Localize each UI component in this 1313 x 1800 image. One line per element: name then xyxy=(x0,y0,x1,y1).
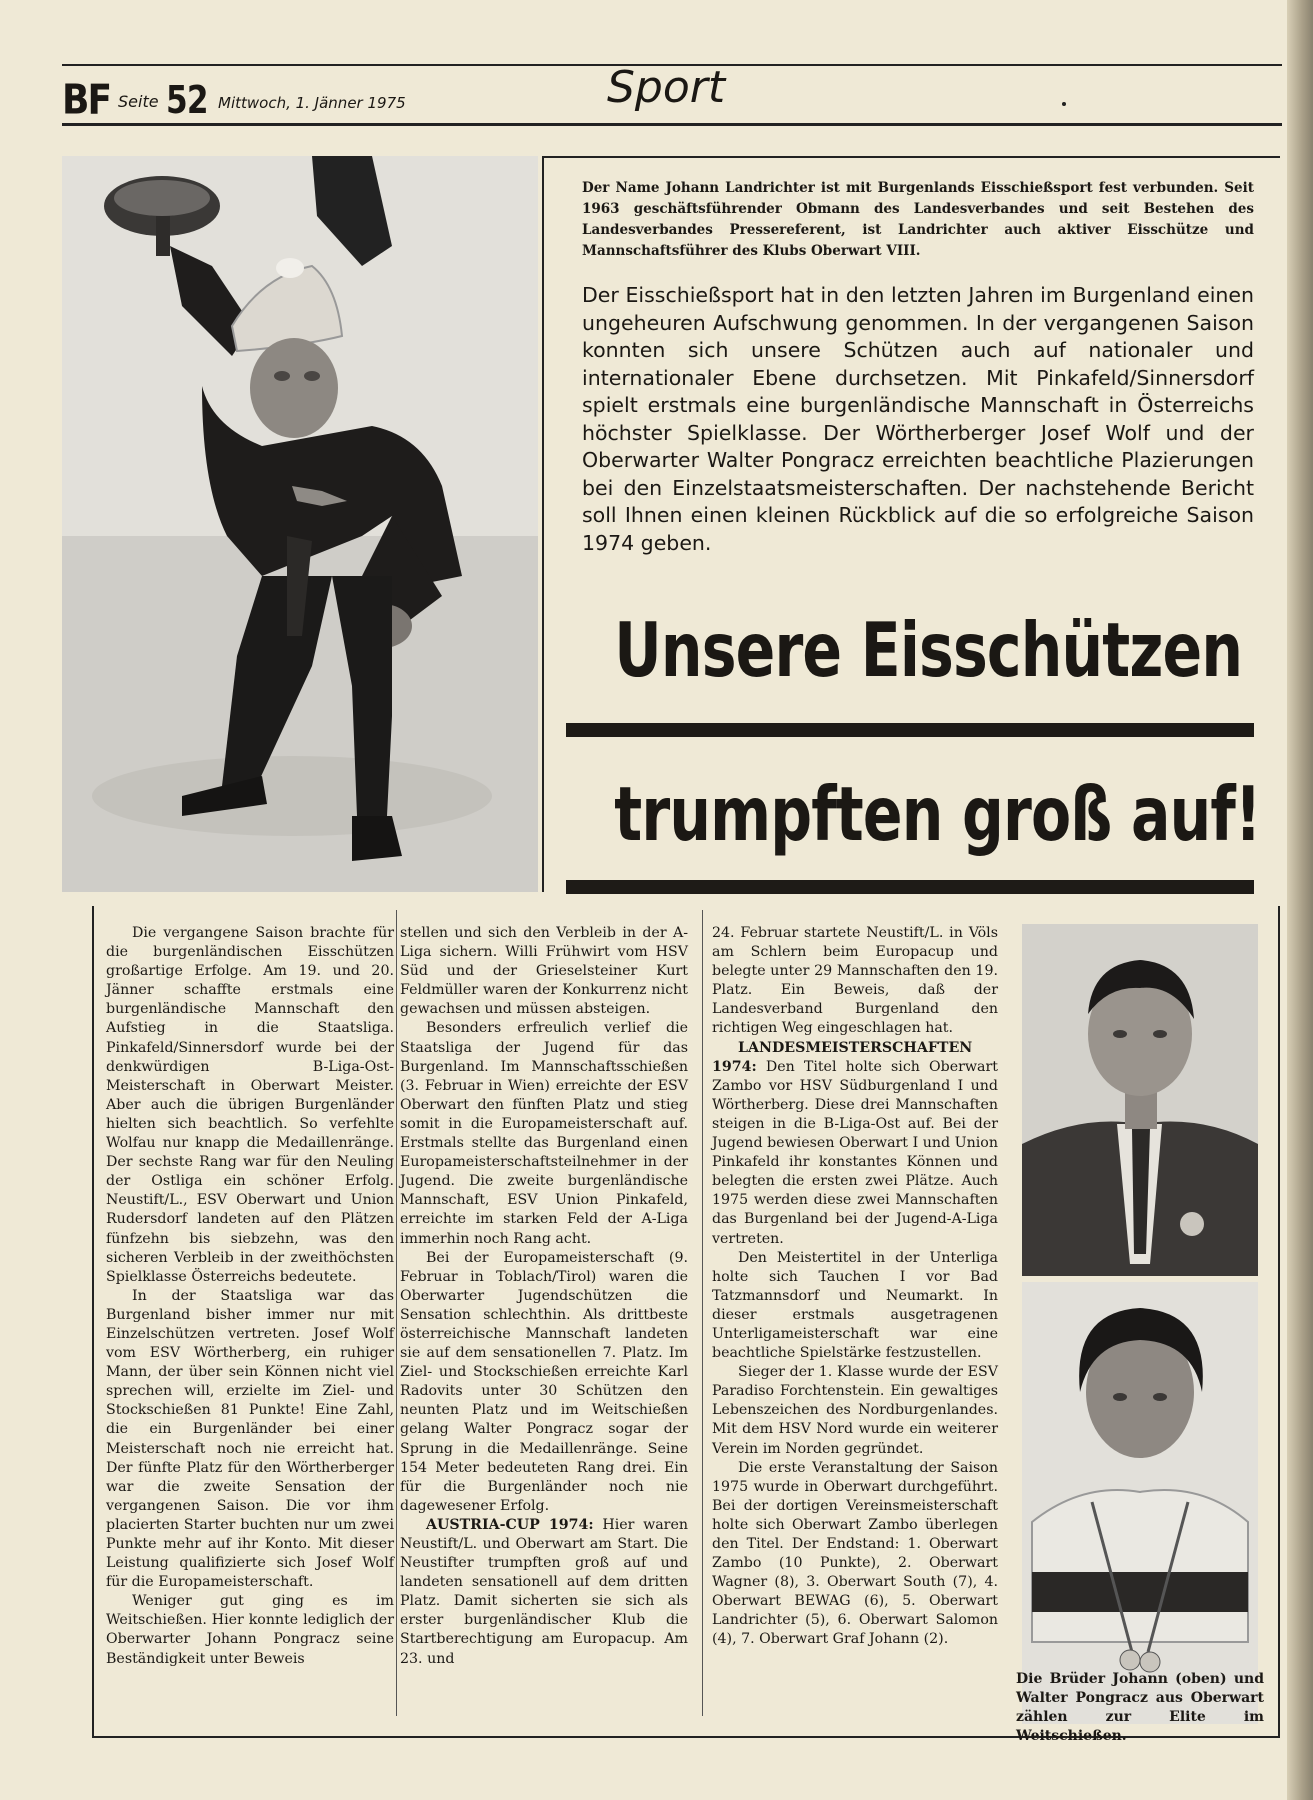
article-text: Den Titel holte sich Oberwart Zambo vor HSV Südburgenland I und Wörtherberg. Diese drei Mannschaften steigen in die B-Liga-Ost auf. Bei der Jugend bewiesen Oberwart I und Union Pinkafeld ihr konstantes Können und belegten die ersten zwei Plätze. Auch 1975 werden diese zwei Mannschaften das Burgenland bei der Jugend-A-Liga vertreten. xyxy=(712,1058,998,1247)
article-column-3 xyxy=(712,924,998,1650)
subhead-austria-cup: AUSTRIA-CUP 1974: xyxy=(426,1516,594,1533)
article-text: Hier waren Neustift/L. und Oberwart am Start. Die Neustifter trumpften groß auf und landeten sensationell auf dem dritten Platz. Damit sicherten sie sich als erster burgenländischer Klub die Startberechtigung am Europacup. Am 23. und xyxy=(400,1516,688,1667)
article-paragraph xyxy=(712,1039,998,1249)
article-paragraph: Den Meistertitel in der Unterliga holte sich Tauchen I vor Bad Tatzmannsdorf und Neumarkt. In dieser erstmals ausgetragenen Unterligameisterschaft war eine beachtliche Spielstärke festzustellen. xyxy=(712,1249,998,1362)
headline-bar-1 xyxy=(566,723,1254,737)
article-paragraph: Weniger gut ging es im Weitschießen. Hier konnte lediglich der Oberwarter Johann Pongracz seine Beständigkeit unter Beweis xyxy=(106,1593,394,1667)
main-photo xyxy=(62,156,538,892)
portrait-image xyxy=(1022,1282,1258,1724)
article-column-1 xyxy=(106,924,394,1669)
issue-date: Mittwoch, 1. Jänner 1975 xyxy=(218,94,406,112)
newspaper-logo: BF xyxy=(62,76,111,125)
headline-line-2: trumpften groß auf! xyxy=(614,772,1261,859)
headline-line-1: Unsere Eisschützen xyxy=(614,608,1243,695)
article-paragraph: Besonders erfreulich verlief die Staatsliga der Jugend für das Burgenland. Im Mannschaftsschießen (3. Februar in Wien) erreichte der ESV Oberwart den fünften Platz und stieg somit in die Europameisterschaft auf. Erstmals stellte das Burgenland einen Europameisterschaftsteilnehmer in der Jugend. Die zweite burgenländische Mannschaft, ESV Union Pinkafeld, erreichte im starken Feld der A-Liga immerhin noch Rang acht. xyxy=(400,1020,688,1247)
photo-caption: Die Brüder Johann (oben) und Walter Pongracz aus Oberwart zählen zur Elite im Weitschießen. xyxy=(1016,1671,1264,1744)
page-edge xyxy=(1287,0,1313,1800)
headline-bar-2 xyxy=(566,880,1254,894)
article-paragraph: stellen und sich den Verbleib in der A-Liga sichern. Willi Frühwirt vom HSV Süd und der Grieselsteiner Kurt Feldmüller waren der Konkurrenz nicht gewachsen und müssen absteigen. xyxy=(400,925,688,1018)
article-paragraph: In der Staatsliga war das Burgenland bisher immer nur mit Einzelschützen vertreten. Josef Wolf vom ESV Wörtherberg, ein ruhiger Mann, der über sein Können nicht viel sprechen will, erzielte im Ziel- und Stockschießen 81 Punkte! Eine Zahl, die ein Burgenländer bei einer Meisterschaft noch nie erreicht hat. Der fünfte Platz für den Wörtherberger war die zweite Sensation der vergangenen Saison. Die vor ihm placierten Starter buchten nur um zwei Punkte mehr auf ihr Konto. Mit dieser Leistung qualifizierte sich Josef Wolf für die Europameisterschaft. xyxy=(106,1287,394,1591)
section-title: Sport xyxy=(607,62,726,113)
article-paragraph: Die vergangene Saison brachte für die burgenländischen Eisschützen großartige Erfolge. Am 19. und 20. Jänner schaffte erstmals eine burgenländische Mannschaft den Aufstieg in die Staatsliga. Pinkafeld/Sinnersdorf wurde bei der denkwürdigen B-Liga-Ost-Meisterschaft in Oberwart Meister. Aber auch die übrigen Burgenländer hielten sich beachtlich. So verfehlte Wolfau nur knapp die Medaillenränge. Der sechste Rang war für den Neuling der Ostliga ein schöner Erfolg. Neustift/L., ESV Oberwart und Union Rudersdorf landeten auf den Plätzen fünfzehn bis siebzehn, was den sicheren Verbleib in der zweithöchsten Spielklasse Österreichs bedeutete. xyxy=(106,925,394,1285)
portrait-photo-johann xyxy=(1022,924,1258,1276)
article-column-2 xyxy=(400,924,688,1669)
page-label: Seite xyxy=(118,92,159,111)
article-paragraph xyxy=(400,1516,688,1669)
page-header xyxy=(62,58,1282,124)
portrait-image xyxy=(1022,924,1258,1276)
portrait-photo-walter xyxy=(1022,1282,1258,1724)
page-number: 52 xyxy=(166,78,208,122)
intro-lead: Der Name Johann Landrichter ist mit Burgenlands Eisschießsport fest verbunden. Seit 1963 geschäftsführender Obmann des Landesverbandes und seit Bestehen des Landesverbandes Pressereferent, ist Landrichter auch aktiver Eisschütze und Mannschaftsführer des Klubs Oberwart VIII. xyxy=(582,180,1254,259)
curler-photo-image xyxy=(62,156,538,892)
subhead-landesmeisterschaften: LANDESMEISTERSCHAFTEN 1974: xyxy=(712,1039,973,1075)
article-paragraph: 24. Februar startete Neustift/L. in Völs am Schlern beim Europacup und belegte unter 29 Mannschaften den 19. Platz. Ein Beweis, daß der Landesverband Burgenland den richtigen Weg eingeschlagen hat. xyxy=(712,925,998,1037)
article-paragraph: Bei der Europameisterschaft (9. Februar in Toblach/Tirol) waren die Oberwarter Jugendschützen die Sensation schlechthin. Als drittbeste österreichische Mannschaft landeten sie auf dem sensationellen 7. Platz. Im Ziel- und Stockschießen erreichte Karl Radovits unter 30 Schützen den neunten Platz und im Weitschießen gelang Walter Pongracz sogar der Sprung in die Medaillenränge. Seine 154 Meter bedeuteten Rang drei. Ein für die Burgenländer noch nie dagewesener Erfolg. xyxy=(400,1249,688,1514)
article-paragraph: Sieger der 1. Klasse wurde der ESV Paradiso Forchtenstein. Ein gewaltiges Lebenszeichen des Nordburgenlandes. Mit dem HSV Nord wurde ein weiterer Verein im Norden gegründet. xyxy=(712,1364,998,1457)
article-paragraph: Die erste Veranstaltung der Saison 1975 wurde in Oberwart durchgeführt. Bei der dortigen Vereinsmeisterschaft holte sich Oberwart Zambo überlegen den Titel. Der Endstand: 1. Oberwart Zambo (10 Punkte), 2. Oberwart Wagner (8), 3. Oberwart South (7), 4. Oberwart BEWAG (6), 5. Oberwart Landrichter (5), 6. Oberwart Salomon (4), 7. Oberwart Graf Johann (2). xyxy=(712,1459,998,1648)
intro-body: Der Eisschießsport hat in den letzten Jahren im Burgenland einen ungeheuren Aufschwung genommen. In der vergangenen Saison konnten sich unsere Schützen auch auf nationaler und internationaler Ebene durchsetzen. Mit Pinkafeld/Sinnersdorf spielt erstmals eine burgenländische Mannschaft in Österreichs höchster Spielklasse. Der Wörtherberger Josef Wolf und der Oberwarter Walter Pongracz erreichten beachtliche Plazierungen bei den Einzelstaatsmeisterschaften. Der nachstehende Bericht soll Ihnen einen kleinen Rückblick auf die so erfolgreiche Saison 1974 geben. xyxy=(582,283,1254,555)
column-rule xyxy=(396,910,397,1716)
column-rule xyxy=(702,910,703,1716)
header-dot xyxy=(1062,102,1066,106)
